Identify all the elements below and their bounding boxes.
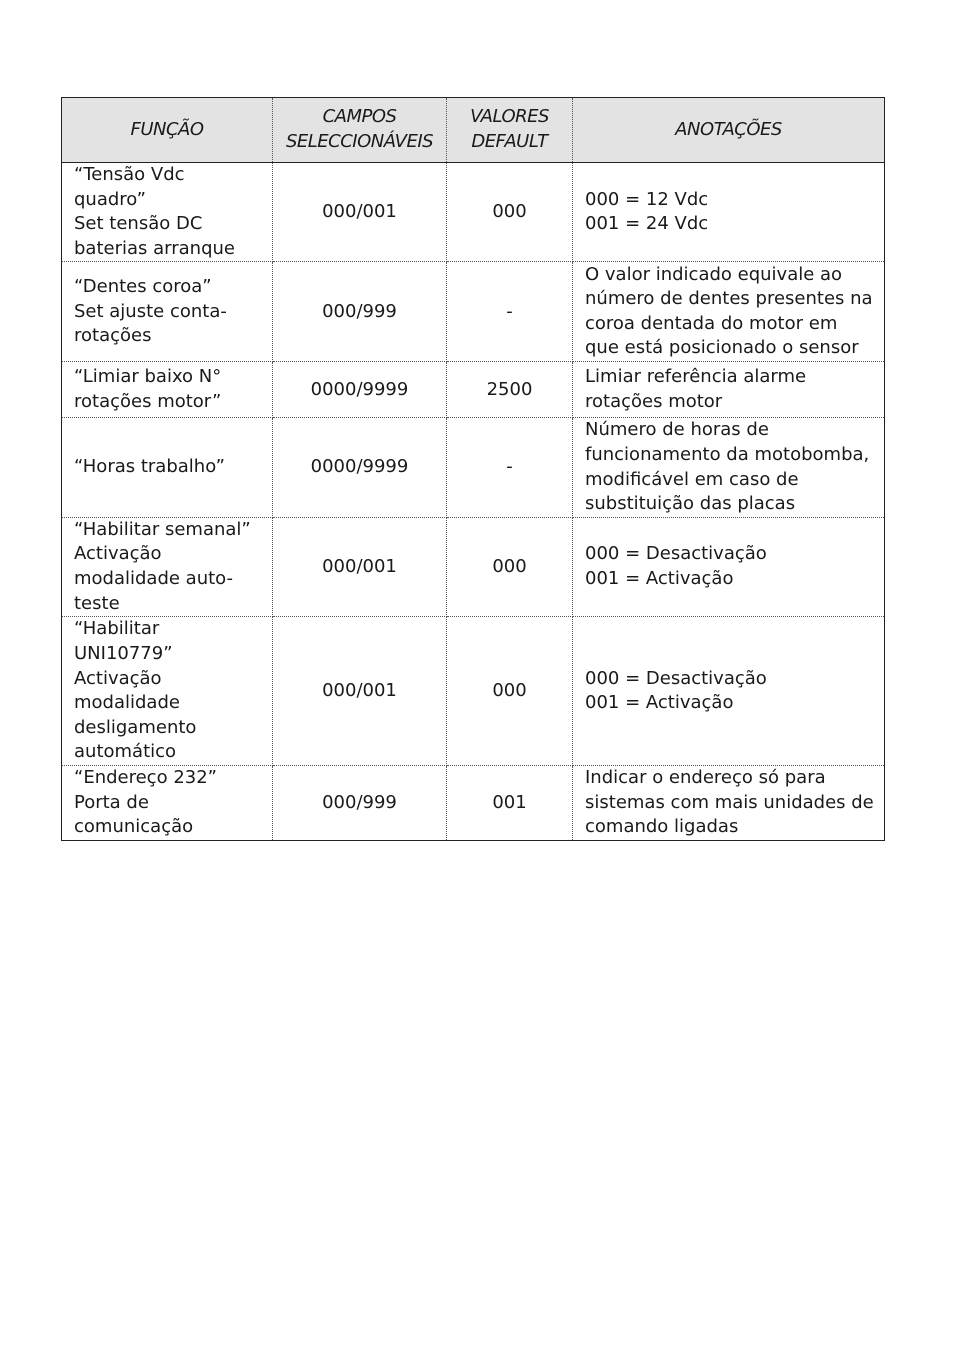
cell-text-line: funcionamento da motobomba, bbox=[585, 443, 870, 465]
cell-text-line: número de dentes presentes na bbox=[585, 288, 873, 310]
cell-text-line: 001 = Activação bbox=[585, 692, 734, 714]
cell-text-line: 000 = 12 Vdc bbox=[585, 188, 709, 210]
cell-funcao bbox=[62, 517, 273, 616]
cell-anotacoes bbox=[573, 517, 885, 616]
cell-anotacoes bbox=[573, 766, 885, 841]
cell-anotacoes bbox=[573, 418, 885, 517]
cell-text-line: 000 = Desactivação bbox=[585, 667, 767, 689]
header-campos-line: CAMPOS bbox=[322, 106, 397, 128]
header-default-line: DEFAULT bbox=[471, 131, 548, 152]
cell-text-line: “Endereço 232” bbox=[74, 767, 217, 789]
cell-anotacoes bbox=[573, 163, 885, 262]
cell-funcao bbox=[62, 163, 273, 262]
cell-text-line: 001 = 24 Vdc bbox=[585, 213, 709, 235]
cell-text-line: Set ajuste conta- bbox=[74, 300, 227, 322]
cell-text-line: comando ligadas bbox=[585, 816, 739, 838]
cell-funcao bbox=[62, 362, 273, 418]
cell-anotacoes bbox=[573, 362, 885, 418]
header-funcao-line: FUNÇÃO bbox=[130, 118, 204, 140]
cell-text-line: Activação bbox=[74, 543, 162, 565]
cell-text-line: modificável em caso de bbox=[585, 468, 799, 490]
cell-text-line: coroa dentada do motor em bbox=[585, 312, 838, 334]
cell-text-line: “Tensão Vdc bbox=[74, 164, 185, 185]
cell-text-line: comunicação bbox=[74, 816, 194, 838]
cell-text-line: modalidade auto- bbox=[74, 567, 234, 589]
header-anotacoes bbox=[573, 98, 885, 163]
header-anotacoes-line: ANOTAÇÕES bbox=[675, 118, 782, 140]
cell-text-line: baterias arranque bbox=[74, 237, 235, 259]
table-row bbox=[62, 617, 885, 766]
cell-campos: 000/001 bbox=[273, 163, 447, 262]
parameters-table bbox=[61, 97, 885, 841]
table-row bbox=[62, 517, 885, 616]
cell-text-line: modalidade bbox=[74, 692, 180, 714]
header-funcao bbox=[62, 98, 273, 163]
cell-campos: 000/001 bbox=[273, 617, 447, 766]
table-row bbox=[62, 362, 885, 418]
cell-text-line: 000 = Desactivação bbox=[585, 543, 767, 565]
cell-campos: 000/999 bbox=[273, 766, 447, 841]
table-row bbox=[62, 163, 885, 262]
cell-default: 000 bbox=[447, 517, 573, 616]
cell-text-line: rotações motor bbox=[585, 390, 723, 412]
cell-text-line: “Habilitar semanal” bbox=[74, 518, 251, 540]
cell-anotacoes bbox=[573, 617, 885, 766]
cell-text-line: “Dentes coroa” bbox=[74, 275, 212, 297]
cell-text-line: automático bbox=[74, 741, 177, 763]
cell-text-line: Indicar o endereço só para bbox=[585, 767, 826, 789]
cell-text-line: Activação bbox=[74, 667, 162, 689]
cell-default: 001 bbox=[447, 766, 573, 841]
cell-campos: 0000/9999 bbox=[273, 362, 447, 418]
cell-default: 2500 bbox=[447, 362, 573, 418]
cell-default: - bbox=[447, 262, 573, 362]
cell-text-line: “Horas trabalho” bbox=[74, 456, 225, 478]
cell-funcao bbox=[62, 418, 273, 517]
cell-default: - bbox=[447, 418, 573, 517]
cell-anotacoes bbox=[573, 262, 885, 362]
cell-funcao bbox=[62, 262, 273, 362]
cell-text-line: sistemas com mais unidades de bbox=[585, 791, 874, 813]
cell-text-line: teste bbox=[74, 592, 120, 614]
cell-campos: 000/999 bbox=[273, 262, 447, 362]
cell-funcao bbox=[62, 617, 273, 766]
header-campos-line: SELECCIONÁVEIS bbox=[285, 131, 434, 152]
cell-campos: 0000/9999 bbox=[273, 418, 447, 517]
cell-text-line: rotações motor” bbox=[74, 390, 222, 412]
cell-text-line: “Limiar baixo N° bbox=[74, 366, 222, 388]
cell-text-line: 001 = Activação bbox=[585, 567, 734, 589]
cell-default: 000 bbox=[447, 163, 573, 262]
header-campos bbox=[273, 98, 447, 163]
cell-text-line: “Habilitar bbox=[74, 618, 160, 640]
cell-campos: 000/001 bbox=[273, 517, 447, 616]
table-row bbox=[62, 766, 885, 841]
cell-default: 000 bbox=[447, 617, 573, 766]
cell-text-line: Número de horas de bbox=[585, 419, 769, 441]
cell-text-line: Set tensão DC bbox=[74, 213, 203, 235]
table-header-row bbox=[62, 98, 885, 163]
header-default-line: VALORES bbox=[470, 106, 549, 128]
cell-text-line: desligamento bbox=[74, 716, 197, 738]
cell-text-line: Limiar referência alarme bbox=[585, 366, 807, 388]
table-row bbox=[62, 262, 885, 362]
cell-text-line: Porta de bbox=[74, 791, 149, 813]
cell-text-line: quadro” bbox=[74, 188, 146, 210]
cell-text-line: rotações bbox=[74, 325, 152, 347]
cell-funcao bbox=[62, 766, 273, 841]
table-row bbox=[62, 418, 885, 517]
cell-text-line: UNI10779” bbox=[74, 642, 173, 664]
cell-text-line: substituição das placas bbox=[585, 493, 796, 515]
cell-text-line: O valor indicado equivale ao bbox=[585, 263, 843, 285]
header-default bbox=[447, 98, 573, 163]
cell-text-line: que está posicionado o sensor bbox=[585, 337, 859, 359]
